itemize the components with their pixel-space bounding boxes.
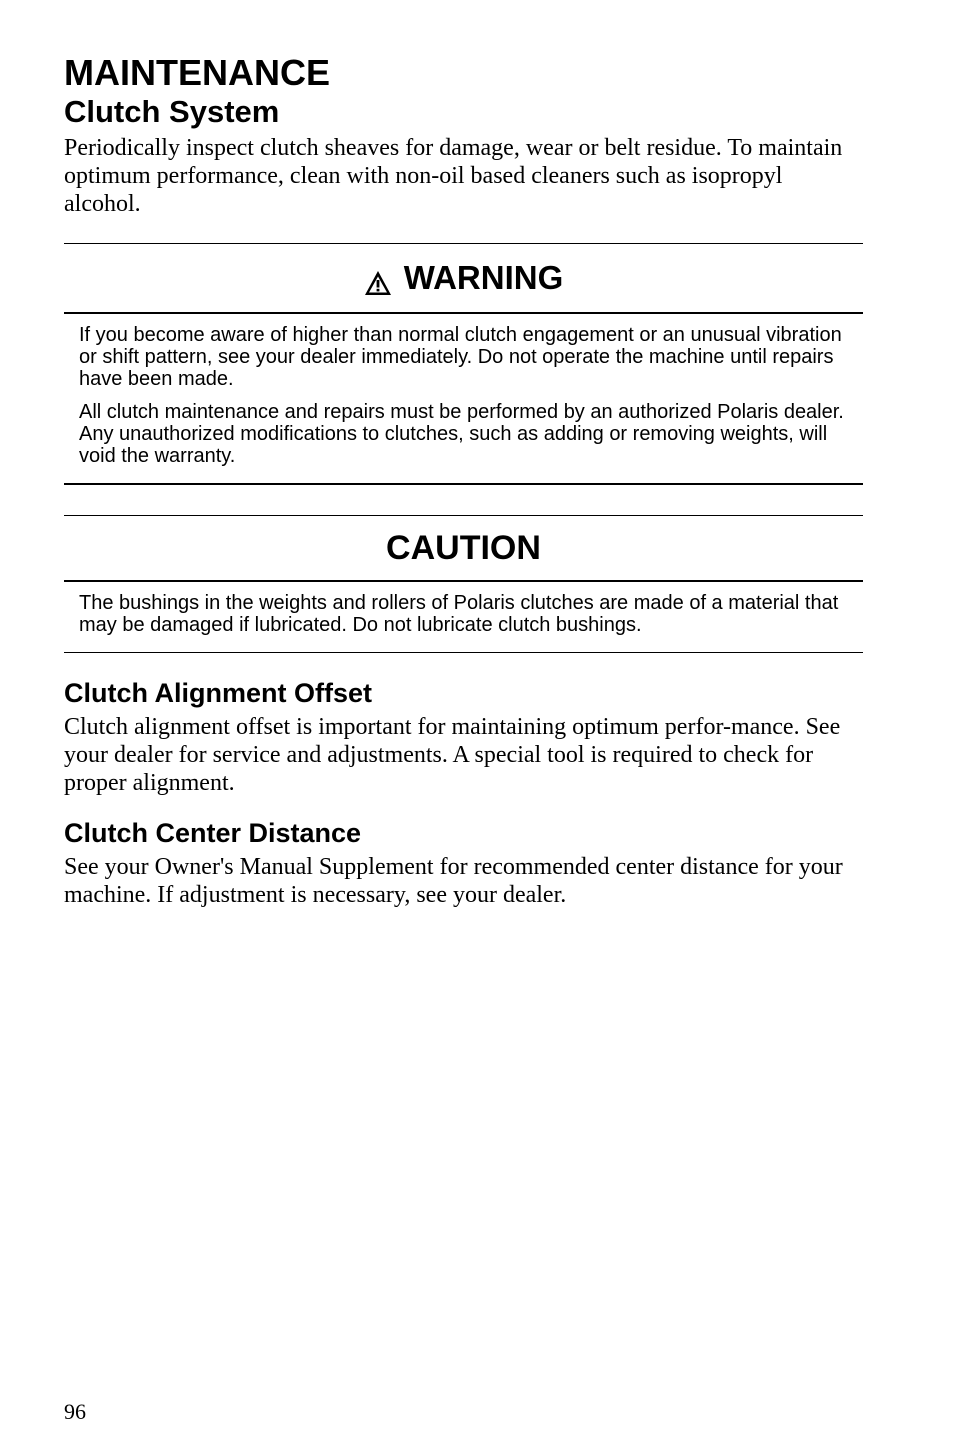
caution-bottom-rule bbox=[64, 652, 863, 653]
subsection-title: Clutch System bbox=[64, 94, 280, 129]
alignment-heading: Clutch Alignment Offset bbox=[64, 678, 372, 708]
center-distance-paragraph: See your Owner's Manual Supplement for recommended center distance for your machine. If adjustment is necessary, see your dealer. bbox=[64, 854, 843, 908]
warning-header bbox=[64, 244, 863, 314]
warning-title: WARNING bbox=[403, 259, 564, 296]
warning-body bbox=[64, 314, 863, 483]
page-number: 96 bbox=[64, 1399, 86, 1424]
warning-bottom-rule bbox=[64, 483, 863, 485]
alignment-section bbox=[64, 677, 863, 797]
caution-title: CAUTION bbox=[386, 528, 541, 567]
caution-box bbox=[64, 515, 863, 653]
warning-paragraph: If you become aware of higher than normal clutch engagement or an unusual vibration or shift pattern, see your dealer immediately. Do not operate the machine until repairs have been made. bbox=[79, 324, 842, 390]
intro-paragraph: Periodically inspect clutch sheaves for damage, wear or belt residue. To maintain optimum performance, clean with non-oil based cleaners such as isopropyl alcohol. bbox=[64, 135, 843, 217]
section-title: MAINTENANCE bbox=[64, 52, 330, 93]
center-distance-section bbox=[64, 817, 863, 909]
warning-triangle-icon bbox=[364, 266, 392, 292]
caution-body bbox=[64, 582, 863, 652]
warning-paragraph: All clutch maintenance and repairs must be performed by an authorized Polaris dealer. Any unauthorized modifications to clutches, such as adding or removing weights, will void the warranty. bbox=[79, 401, 844, 467]
caution-paragraph: The bushings in the weights and rollers of Polaris clutches are made of a material that may be damaged if lubricated. Do not lubricate clutch bushings. bbox=[79, 592, 839, 636]
manual-page bbox=[64, 52, 863, 909]
warning-box bbox=[64, 243, 863, 485]
center-distance-heading: Clutch Center Distance bbox=[64, 818, 362, 848]
alignment-paragraph: Clutch alignment offset is important for maintaining optimum perfor-mance. See your dealer for service and adjustments. A special tool is required to check for proper alignment. bbox=[64, 714, 841, 796]
caution-header bbox=[64, 516, 863, 582]
